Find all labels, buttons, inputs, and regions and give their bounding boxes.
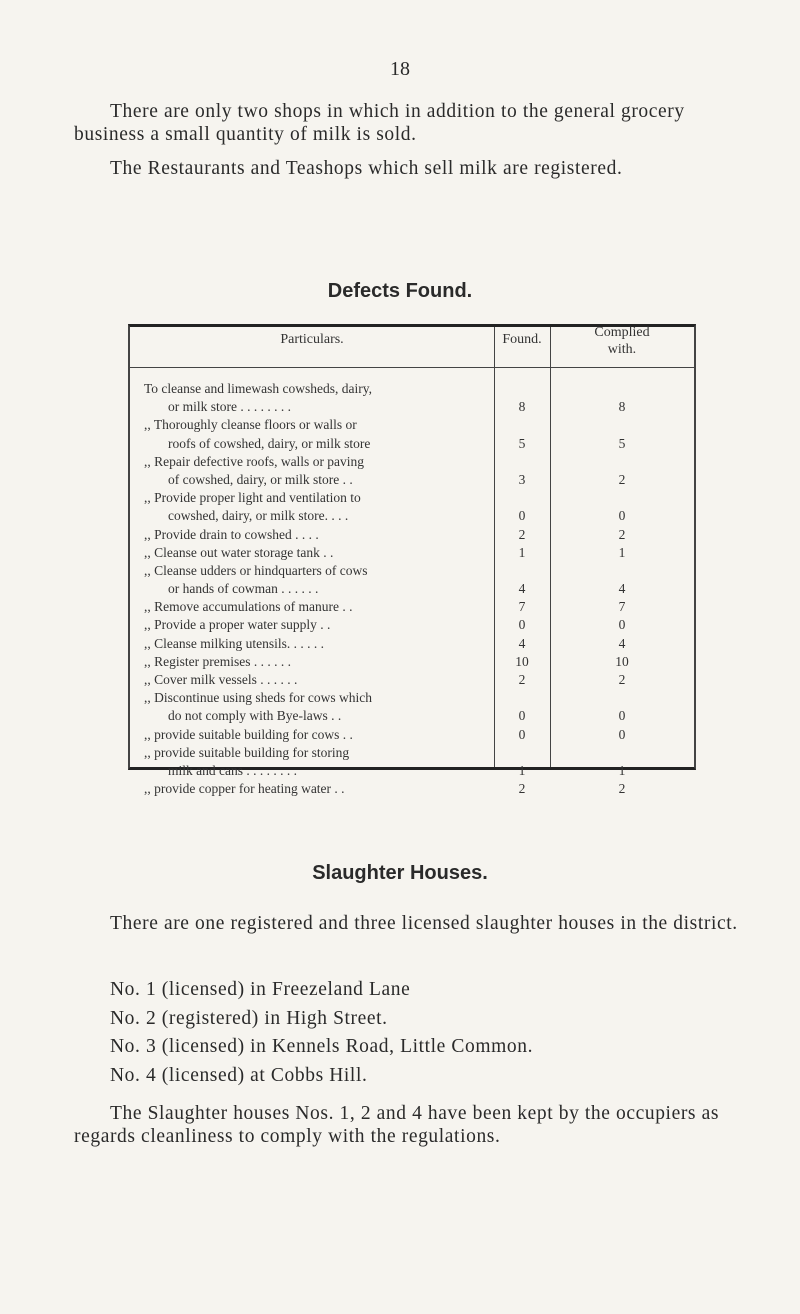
defects-rows: [130, 380, 694, 798]
found-value: 0: [518, 726, 526, 742]
slaughter-closing: The Slaughter houses Nos. 1, 2 and 4 have been kept by the occupiers as regards cleanliness to comply with the regulations.: [74, 1103, 720, 1147]
table-row-line: [130, 507, 694, 525]
table-row-line: [130, 416, 694, 434]
complied-value: 0: [618, 708, 626, 724]
particular-text: ,, Remove accumulations of manure . .: [144, 599, 353, 615]
particular-text: To cleanse and limewash cowsheds, dairy,: [144, 381, 372, 396]
intro-paragraph-restaurants: The Restaurants and Teashops which sell milk are registered.: [110, 158, 623, 179]
table-row-line: [130, 707, 694, 725]
list-item: No. 2 (registered) in High Street.: [110, 1007, 388, 1029]
found-value: 0: [518, 708, 526, 724]
particular-text: ,, provide suitable building for storing: [144, 744, 350, 760]
complied-value: 10: [615, 653, 629, 669]
table-row-line: [130, 562, 694, 580]
particular-text: milk and cans . . . . . . . .: [168, 762, 297, 778]
particular-text: ,, Provide drain to cowshed . . . .: [144, 526, 319, 542]
complied-value: 0: [618, 617, 626, 633]
complied-value: 0: [618, 726, 626, 742]
found-value: 7: [518, 599, 526, 615]
table-row-line: [130, 580, 694, 598]
particular-text: or milk store . . . . . . . .: [168, 399, 291, 415]
found-value: 1: [518, 544, 526, 560]
table-row-line: [130, 744, 694, 762]
complied-value: 0: [618, 508, 626, 524]
particular-text: ,, Provide a proper water supply . .: [144, 617, 331, 633]
particular-text: ,, Repair defective roofs, walls or paving: [144, 453, 365, 469]
found-value: 3: [518, 471, 526, 487]
col-header-particulars: Particulars.: [280, 332, 344, 347]
found-value: 4: [518, 635, 526, 651]
col-header-complied: Complied with.: [594, 325, 650, 357]
table-row-line: [130, 726, 694, 744]
table-row-line: [130, 489, 694, 507]
table-row-line: [130, 635, 694, 653]
particular-text: ,, Cleanse milking utensils. . . . . .: [144, 635, 324, 651]
particular-text: cowshed, dairy, or milk store. . . .: [168, 508, 349, 524]
list-item: No. 4 (licensed) at Cobbs Hill.: [110, 1064, 368, 1086]
complied-value: 1: [618, 762, 626, 778]
table-row-line: [130, 689, 694, 707]
table-row-line: [130, 544, 694, 562]
table-row-line: [130, 780, 694, 798]
found-value: 5: [518, 435, 526, 451]
particular-text: ,, Cover milk vessels . . . . . .: [144, 672, 298, 687]
particular-text: do not comply with Bye-laws . .: [168, 708, 342, 724]
table-row-line: [130, 616, 694, 634]
table-row-line: [130, 471, 694, 489]
page-number: 18: [390, 58, 410, 80]
defects-heading: Defects Found.: [327, 280, 473, 302]
particular-text: ,, Cleanse udders or hindquarters of cows: [144, 562, 368, 578]
particular-text: of cowshed, dairy, or milk store . .: [168, 471, 353, 487]
intro-paragraph-shops: There are only two shops in which in addition to the general grocery business a small quantity of milk is sold.: [74, 101, 685, 145]
found-value: 2: [518, 672, 526, 687]
complied-value: 8: [618, 399, 626, 415]
found-value: 10: [515, 653, 529, 669]
found-value: 0: [518, 508, 526, 524]
defects-table: [128, 324, 696, 797]
table-row-line: [130, 598, 694, 616]
particular-text: ,, Provide proper light and ventilation to: [144, 490, 361, 506]
particular-text: ,, provide copper for heating water . .: [144, 781, 345, 797]
table-row-line: [130, 435, 694, 453]
particular-text: ,, Discontinue using sheds for cows which: [144, 690, 372, 706]
found-value: 8: [518, 399, 526, 415]
particular-text: ,, Register premises . . . . . .: [144, 653, 291, 669]
slaughter-heading: Slaughter Houses.: [312, 862, 488, 884]
table-row-line: [130, 380, 694, 398]
complied-value: 1: [618, 544, 626, 560]
found-value: 2: [518, 526, 526, 542]
particular-text: roofs of cowshed, dairy, or milk store: [168, 435, 371, 451]
found-value: 2: [518, 781, 526, 797]
table-row-line: [130, 762, 694, 780]
list-item: No. 1 (licensed) in Freezeland Lane: [110, 979, 411, 1000]
found-value: 0: [518, 617, 526, 633]
slaughter-intro: There are one registered and three licensed slaughter houses in the district.: [110, 913, 738, 934]
found-value: 1: [518, 762, 526, 778]
particular-text: ,, provide suitable building for cows . .: [144, 726, 353, 742]
table-row-line: [130, 526, 694, 544]
table-row-line: [130, 453, 694, 471]
complied-value: 5: [618, 435, 626, 451]
table-row-line: [130, 671, 694, 689]
particular-text: or hands of cowman . . . . . .: [168, 581, 319, 597]
complied-value: 2: [618, 672, 626, 687]
particular-text: ,, Thoroughly cleanse floors or walls or: [144, 417, 357, 433]
found-value: 4: [518, 581, 526, 597]
complied-value: 4: [618, 581, 626, 597]
slaughter-list: [110, 976, 533, 1090]
particular-text: ,, Cleanse out water storage tank . .: [144, 544, 334, 560]
complied-value: 7: [618, 599, 626, 615]
table-row-line: [130, 398, 694, 416]
col-header-found: Found.: [502, 332, 542, 347]
complied-value: 2: [618, 781, 626, 797]
complied-value: 2: [618, 471, 626, 487]
header-divider: [130, 367, 694, 368]
complied-value: 4: [618, 635, 626, 651]
list-item: No. 3 (licensed) in Kennels Road, Little Common.: [110, 1036, 534, 1057]
complied-value: 2: [618, 526, 626, 542]
table-row-line: [130, 653, 694, 671]
